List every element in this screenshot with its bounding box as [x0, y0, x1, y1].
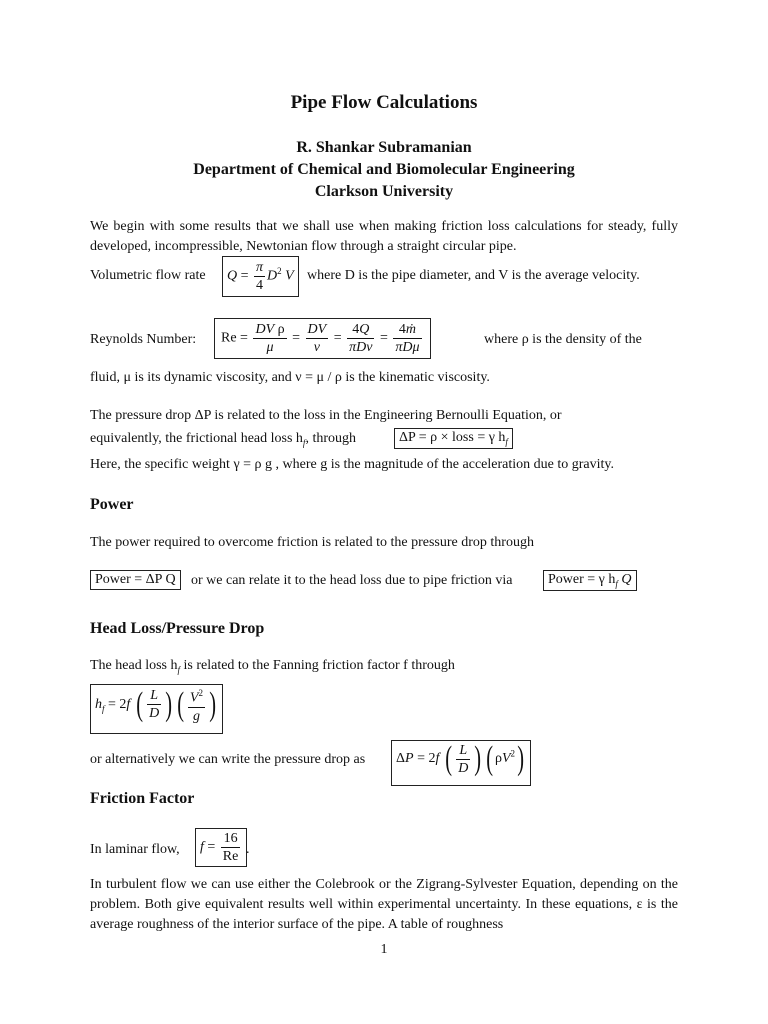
pressure-equation-text: ΔP = ρ × loss = γ h — [399, 430, 506, 445]
power-heading: Power — [90, 496, 134, 513]
headloss-equation: $h_f = 2f$ ( $\frac{L}{D}$ ) ( $\frac{V^2}{g}$ ) — [90, 684, 223, 734]
reynolds-equation: Re = $\frac{\text{DV ρ}}{\mu}$ = $\frac{DV}{\nu}$ = $\frac{4Q}{\text{πDν}}$ = $\frac{\text{4ṁ}}{\text{πDμ}}$ — [214, 318, 431, 359]
volumetric-equation: Q = $\frac{\pi}{4}$ $D^2$ V — [222, 256, 299, 297]
pressure-drop-equation: ΔP = 2f ( $\frac{L}{D}$ ) ( $\rho V^2$) — [391, 740, 531, 786]
page-number: 1 — [380, 942, 388, 957]
power-equation-1: Power = ΔP Q — [90, 570, 181, 590]
turbulent-paragraph: In turbulent flow we can use either the Colebrook or the Zigrang-Sylvester Equation, depending on the problem. Both give equivalent results well within experimental uncertainty. In these equations, ε is the average roughness of the interior surface of the pipe. A table of roughness — [90, 877, 678, 932]
intro-paragraph: We begin with some results that we shall use when making friction loss calculations for steady, fully developed, incompressible, Newtonian flow through a straight circular pipe. — [90, 219, 678, 254]
headloss-text: The head loss $h_f$ is related to the Fanning friction factor f through — [90, 658, 455, 675]
pressure-line-2-after: , through — [305, 431, 356, 446]
power-middle-text: or we can relate it to the head loss due to pipe friction via — [191, 573, 513, 588]
pressure-line-1: The pressure drop ΔP is related to the loss in the Engineering Bernoulli Equation, or — [90, 408, 562, 423]
friction-heading: Friction Factor — [90, 790, 195, 807]
headloss-text-start: The head loss h — [90, 658, 178, 673]
reynolds-label: Reynolds Number: — [90, 332, 197, 347]
volumetric-description: where D is the pipe diameter, and V is the average velocity. — [307, 268, 640, 283]
power-text: The power required to overcome friction is related to the pressure drop through — [90, 535, 534, 550]
headloss-text-after: is related to the Fanning friction factor f through — [183, 658, 455, 673]
pressure-line-2: equivalently, the frictional head loss $h_f$, through — [90, 431, 356, 448]
page-title: Pipe Flow Calculations — [290, 92, 478, 113]
reynolds-continued: fluid, μ is its dynamic viscosity, and ν = μ / ρ is the kinematic viscosity. — [90, 370, 490, 385]
university-name: Clarkson University — [314, 183, 454, 200]
pressure-equation: ΔP = ρ × loss = γ $h_f$ — [394, 428, 513, 449]
pressure-alternative-text: or alternatively we can write the pressure drop as — [90, 752, 366, 767]
department-name: Department of Chemical and Biomolecular Engineering — [193, 161, 575, 178]
volumetric-label: Volumetric flow rate — [90, 268, 206, 283]
power-equation-2: Power = γ $h_f$ Q — [543, 570, 637, 591]
laminar-equation: f = $\frac{16}{Re}$ — [195, 828, 247, 867]
pressure-line-3: Here, the specific weight γ = ρ g , where g is the magnitude of the acceleration due to gravity. — [90, 457, 614, 472]
pressure-line-2-text: equivalently, the frictional head loss h — [90, 431, 303, 446]
power-equation-2-text: Power = γ h — [548, 572, 616, 587]
author-block — [0, 137, 768, 203]
reynolds-description: where ρ is the density of the — [484, 332, 642, 347]
headloss-heading: Head Loss/Pressure Drop — [90, 620, 265, 637]
author-name: R. Shankar Subramanian — [296, 139, 472, 156]
laminar-period: . — [246, 842, 250, 857]
laminar-text: In laminar flow, — [90, 842, 180, 857]
